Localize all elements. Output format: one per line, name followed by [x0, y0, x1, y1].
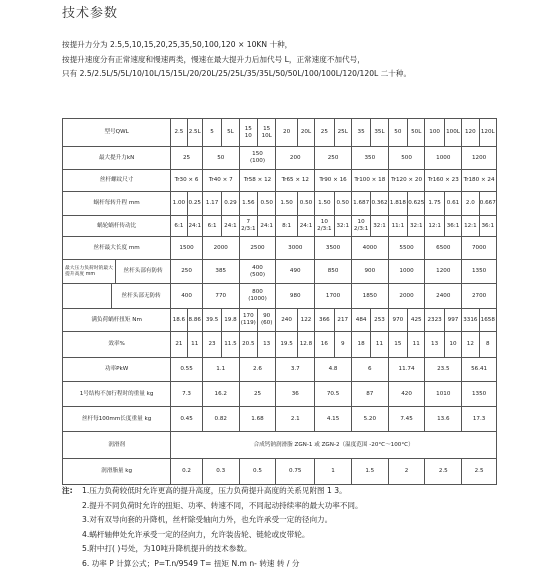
value-cell: Tr65 × 12 — [276, 170, 315, 192]
note-text: 5.附中打( )号处，为10吨升降机提升的技术参数。 — [82, 544, 252, 553]
value-cell: 0.75 — [276, 459, 315, 485]
note-text: 2.提升不同负荷时允许的扭矩、功率、转速不同，不同起动持续率的最大功率不同。 — [82, 500, 363, 510]
intro-line-2: 按提升速度分有正常速度和慢速两类，慢速在最大提升力后加代号 L，正常速度不加代号， — [62, 54, 365, 64]
row-label: 蜗杆每转升程 mm — [63, 192, 171, 216]
value-cell: 200 — [276, 147, 315, 170]
row-lube-amount — [63, 459, 497, 485]
note-indent — [62, 513, 82, 528]
row-torque — [63, 309, 497, 332]
value-cell: 1.818 — [388, 192, 407, 216]
model-cell: 2.5L — [187, 119, 202, 147]
value-cell: Tr120 × 20 — [388, 170, 425, 192]
value-cell: 1200 — [462, 147, 497, 170]
value-cell: 1.5 — [351, 459, 388, 485]
value-cell: 12.8 — [297, 332, 314, 358]
note-text: 4.蜗杆轴伸处允许承受一定的径向力，允许装齿轮、链轮或皮带轮。 — [82, 529, 310, 539]
value-cell: 1.68 — [239, 407, 276, 432]
value-cell: 1.00 — [171, 192, 187, 216]
note-line — [62, 499, 546, 514]
value-cell: Tr100 × 18 — [351, 170, 388, 192]
value-cell: 1.687 — [351, 192, 370, 216]
note-line — [62, 513, 546, 528]
value-cell: 253 — [371, 309, 388, 332]
note-indent — [62, 542, 82, 557]
value-cell: 8.86 — [187, 309, 202, 332]
value-cell: 150 (100) — [239, 147, 276, 170]
value-cell: 4.15 — [315, 407, 352, 432]
value-cell: 19.8 — [222, 309, 239, 332]
value-cell: 12:1 — [425, 216, 444, 237]
value-cell: 1.50 — [276, 192, 297, 216]
row-travel — [63, 192, 497, 216]
value-cell: 8 — [479, 332, 496, 358]
value-cell: 0.2 — [171, 459, 203, 485]
value-cell: Tr90 × 16 — [315, 170, 352, 192]
value-cell: 32:1 — [371, 216, 388, 237]
row-label: 丝杆每100mm长度重量 kg — [63, 407, 171, 432]
row-efficiency — [63, 332, 497, 358]
row-weight — [63, 382, 497, 407]
value-cell: 6:1 — [202, 216, 221, 237]
row-label: 丝杆螺纹尺寸 — [63, 170, 171, 192]
model-cell: 120 — [462, 119, 479, 147]
value-cell: 170 (119) — [239, 309, 257, 332]
value-cell: 25 — [171, 147, 203, 170]
model-cell: 5L — [222, 119, 239, 147]
row-label: 最大提升力kN — [63, 147, 171, 170]
value-cell: 490 — [276, 260, 315, 284]
row-label: 润滑剂 — [63, 432, 171, 459]
model-cell: 15 10L — [258, 119, 276, 147]
value-cell: 2323 — [425, 309, 444, 332]
value-cell: 0.25 — [187, 192, 202, 216]
model-cell: 15 10 — [239, 119, 257, 147]
value-cell: 2000 — [202, 237, 239, 260]
value-cell: 19.5 — [276, 332, 297, 358]
value-cell: 21 — [171, 332, 187, 358]
value-cell: 5.20 — [351, 407, 388, 432]
value-cell: 13 — [258, 332, 276, 358]
value-cell: 13 — [425, 332, 444, 358]
value-cell: 24:1 — [258, 216, 276, 237]
value-cell: Tr160 × 23 — [425, 170, 462, 192]
value-cell: 4000 — [351, 237, 388, 260]
value-cell: 36:1 — [479, 216, 496, 237]
row-label: 效率% — [63, 332, 171, 358]
note-indent — [62, 528, 82, 543]
value-cell: 1.17 — [202, 192, 221, 216]
value-cell: 0.3 — [202, 459, 239, 485]
value-cell: 10 — [444, 332, 461, 358]
value-cell: 87 — [351, 382, 388, 407]
value-cell: 250 — [315, 147, 352, 170]
model-cell: 2.5 — [171, 119, 187, 147]
value-cell: 24:1 — [222, 216, 239, 237]
value-cell: 11 — [408, 332, 425, 358]
value-cell: 0.82 — [202, 407, 239, 432]
value-cell: 1000 — [425, 147, 462, 170]
spec-table — [62, 118, 497, 485]
value-cell: 25 — [239, 382, 276, 407]
value-cell: 18 — [351, 332, 370, 358]
row-screw — [63, 170, 497, 192]
model-cell: 25 — [315, 119, 334, 147]
model-cell: 100 — [425, 119, 444, 147]
row-lube — [63, 432, 497, 459]
row-power — [63, 358, 497, 382]
value-cell: 3000 — [276, 237, 315, 260]
value-cell: 0.50 — [297, 192, 314, 216]
value-cell: 240 — [276, 309, 297, 332]
notes — [62, 484, 546, 571]
value-cell: 420 — [388, 382, 425, 407]
model-cell: 20 — [276, 119, 297, 147]
page-title: 技术参数 — [62, 6, 119, 21]
lube-value: 合成钙钠润滑脂 ZGN-1 或 ZGN-2（温度范围 -20°C～100°C） — [171, 432, 497, 459]
value-cell: 16 — [315, 332, 334, 358]
value-cell: 1.56 — [239, 192, 257, 216]
value-cell: 11 — [371, 332, 388, 358]
value-cell: 7000 — [462, 237, 497, 260]
value-cell: 11:1 — [388, 216, 407, 237]
value-cell: 13.6 — [425, 407, 462, 432]
value-cell: 0.61 — [444, 192, 461, 216]
buckle-group-spacer — [63, 284, 112, 308]
value-cell: 1.1 — [202, 358, 239, 382]
value-cell: 122 — [297, 309, 314, 332]
value-cell: Tr58 × 12 — [239, 170, 276, 192]
value-cell: 90 (60) — [258, 309, 276, 332]
model-cell: 50L — [408, 119, 425, 147]
value-cell: 36:1 — [444, 216, 461, 237]
value-cell: 11.5 — [222, 332, 239, 358]
value-cell: 10 2/3:1 — [315, 216, 334, 237]
note-line — [62, 557, 546, 572]
value-cell: 24:1 — [297, 216, 314, 237]
value-cell: 1350 — [462, 382, 497, 407]
value-cell: 0.55 — [171, 358, 203, 382]
value-cell: 56.41 — [462, 358, 497, 382]
value-cell: 3500 — [315, 237, 352, 260]
value-cell: 0.50 — [334, 192, 351, 216]
value-cell: 20.5 — [239, 332, 257, 358]
value-cell: 1.50 — [315, 192, 334, 216]
value-cell: 6 — [351, 358, 388, 382]
row-label: 满负荷蜗杆扭矩 Nm — [63, 309, 171, 332]
value-cell: 350 — [351, 147, 388, 170]
value-cell: 16.2 — [202, 382, 239, 407]
row-label: 润滑脂量 kg — [63, 459, 171, 485]
value-cell: 32:1 — [408, 216, 425, 237]
note-indent — [62, 557, 82, 572]
row-max-length — [63, 237, 497, 260]
value-cell: 997 — [444, 309, 461, 332]
value-cell: 1.75 — [425, 192, 444, 216]
value-cell: 2700 — [462, 284, 497, 309]
value-cell: 18.6 — [171, 309, 187, 332]
note-text: 1.压力负荷较低时允许更高的提升高度，压力负荷提升高度的关系见附图 1 3。 — [82, 486, 347, 495]
note-line — [62, 542, 546, 557]
model-cell: 5 — [202, 119, 221, 147]
row-label: 功率PkW — [63, 358, 171, 382]
value-cell: 0.5 — [239, 459, 276, 485]
value-cell: Tr180 × 24 — [462, 170, 497, 192]
value-cell: 217 — [334, 309, 351, 332]
value-cell: 250 — [171, 260, 203, 284]
note-indent — [62, 499, 82, 514]
value-cell: 11.74 — [388, 358, 425, 382]
value-cell: 385 — [202, 260, 239, 284]
value-cell: 1200 — [425, 260, 462, 284]
intro-line-3: 只有 2.5/2.5L/5/5L/10/10L/15/15L/20/20L/25/25L/35/35L/50/50L/100/100L/120/120L 二十种。 — [62, 69, 412, 78]
value-cell: 8:1 — [276, 216, 297, 237]
value-cell: 0.625 — [408, 192, 425, 216]
note-text: 3.对有双导向套的升降机，丝杆除受轴向力外，也允许承受一定的径向力。 — [82, 515, 333, 524]
model-cell: 120L — [479, 119, 496, 147]
value-cell: 24:1 — [187, 216, 202, 237]
value-cell: 2.5 — [425, 459, 462, 485]
value-cell: 2400 — [425, 284, 462, 309]
value-cell: 11 — [187, 332, 202, 358]
row-ratio — [63, 216, 497, 237]
note-text: 6. 功率 P 计算公式；P=T.n/9549 T= 扭矩 N.m n- 转速 转 / 分 — [82, 558, 300, 568]
value-cell: 15 — [388, 332, 407, 358]
value-cell: 484 — [351, 309, 370, 332]
value-cell: 7.3 — [171, 382, 203, 407]
value-cell: 2.6 — [239, 358, 276, 382]
value-cell: 70.5 — [315, 382, 352, 407]
header-label: 型号QWL — [63, 119, 171, 147]
note-line — [62, 528, 546, 543]
value-cell: 3316 — [462, 309, 479, 332]
value-cell: 400 (500) — [239, 260, 276, 284]
value-cell: 0.362 — [371, 192, 388, 216]
value-cell: 770 — [202, 284, 239, 309]
row-per100 — [63, 407, 497, 432]
value-cell: 7 2/3:1 — [239, 216, 257, 237]
note-line — [62, 484, 546, 499]
value-cell: 2.0 — [462, 192, 479, 216]
value-cell: 2.1 — [276, 407, 315, 432]
row-label: 1号结构不加行程时的重量 kg — [63, 382, 171, 407]
intro-line-1: 按提升力分为 2.5,5,10,15,20,25,35,50,100,120 × 10KN 十种， — [62, 40, 293, 49]
value-cell: 0.667 — [479, 192, 496, 216]
notes-label: 注: — [62, 486, 73, 495]
value-cell: 10 2/3:1 — [351, 216, 370, 237]
value-cell: 12:1 — [462, 216, 479, 237]
row-buckle-without — [63, 284, 497, 309]
value-cell: 2 — [388, 459, 425, 485]
value-cell: 500 — [388, 147, 425, 170]
buckle-group-label: 最大压力负荷时的最大提升高度 mm — [63, 260, 116, 283]
value-cell: 5500 — [388, 237, 425, 260]
value-cell: 2.5 — [462, 459, 497, 485]
value-cell: 0.29 — [222, 192, 239, 216]
value-cell: 17.3 — [462, 407, 497, 432]
header-row — [63, 119, 497, 147]
value-cell: 1500 — [171, 237, 203, 260]
row-label: 丝杆最大长度 mm — [63, 237, 171, 260]
value-cell: 2000 — [388, 284, 425, 309]
value-cell: 1 — [315, 459, 352, 485]
value-cell: 6:1 — [171, 216, 187, 237]
value-cell: 1658 — [479, 309, 496, 332]
value-cell: 0.50 — [258, 192, 276, 216]
row-label: 蜗轮蜗杆传动比 — [63, 216, 171, 237]
buckle-group-2 — [63, 284, 171, 309]
value-cell: 1010 — [425, 382, 462, 407]
value-cell: 1350 — [462, 260, 497, 284]
value-cell: 9 — [334, 332, 351, 358]
value-cell: 32:1 — [334, 216, 351, 237]
value-cell: 425 — [408, 309, 425, 332]
value-cell: 980 — [276, 284, 315, 309]
model-cell: 25L — [334, 119, 351, 147]
value-cell: 970 — [388, 309, 407, 332]
value-cell: Tr40 × 7 — [202, 170, 239, 192]
value-cell: 12 — [462, 332, 479, 358]
value-cell: 23.5 — [425, 358, 462, 382]
row-buckle-with — [63, 260, 497, 284]
model-cell: 100L — [444, 119, 461, 147]
model-cell: 50 — [388, 119, 407, 147]
value-cell: 1850 — [351, 284, 388, 309]
value-cell: 800 (1000) — [239, 284, 276, 309]
value-cell: 50 — [202, 147, 239, 170]
value-cell: 400 — [171, 284, 203, 309]
intro-text — [62, 37, 542, 81]
value-cell: 900 — [351, 260, 388, 284]
value-cell: 850 — [315, 260, 352, 284]
value-cell: 0.45 — [171, 407, 203, 432]
value-cell: 7.45 — [388, 407, 425, 432]
buckle-group — [63, 260, 171, 284]
value-cell: 1000 — [388, 260, 425, 284]
buckle-with-label: 丝杆头部有防转 — [123, 268, 163, 274]
value-cell: 6500 — [425, 237, 462, 260]
buckle-without-label: 丝杆头部无防转 — [121, 292, 161, 299]
model-cell: 35 — [351, 119, 370, 147]
value-cell: 23 — [202, 332, 221, 358]
model-cell: 20L — [297, 119, 314, 147]
value-cell: 1700 — [315, 284, 352, 309]
row-max-force — [63, 147, 497, 170]
value-cell: 39.5 — [202, 309, 221, 332]
value-cell: 4.8 — [315, 358, 352, 382]
value-cell: Tr30 × 6 — [171, 170, 203, 192]
model-cell: 35L — [371, 119, 388, 147]
value-cell: 36 — [276, 382, 315, 407]
value-cell: 3.7 — [276, 358, 315, 382]
value-cell: 366 — [315, 309, 334, 332]
value-cell: 2500 — [239, 237, 276, 260]
